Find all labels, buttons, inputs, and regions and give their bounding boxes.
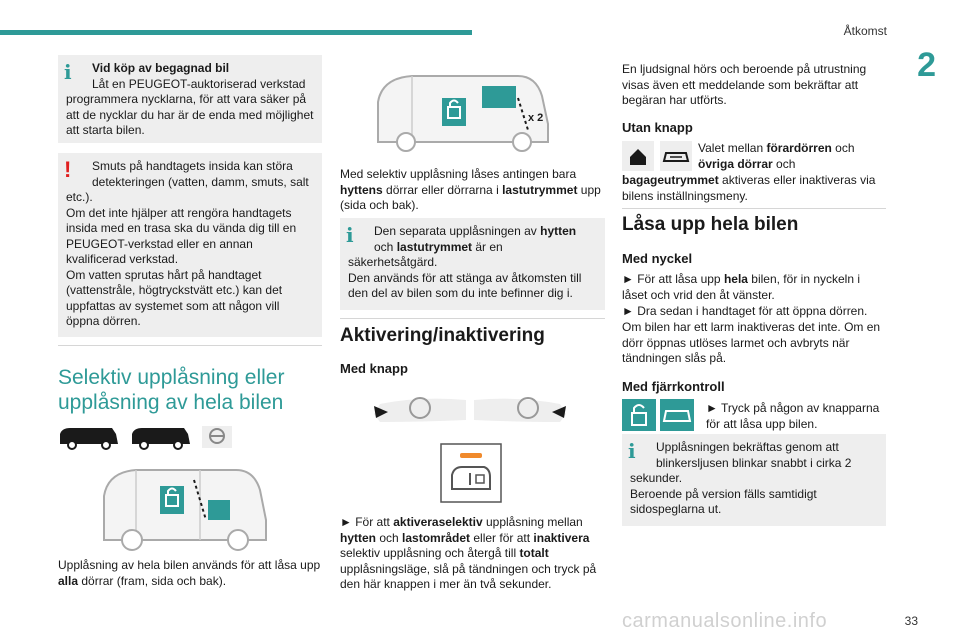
info-box-indicators: i Upplåsningen bekräftas genom att blinkersljusen blinkar snabbt i cirka 2 sekunder. Beroende på version fälls samtidigt sidospeglarna ut. — [622, 434, 886, 526]
info-box-used-car: i Vid köp av begagnad bil Låt en PEUGEOT-auktoriserad verkstad programmera nycklarna, för att vara säker på att de nycklar du har är de enda med möjlighet att starta bilen. — [58, 55, 322, 143]
van-icon — [132, 428, 190, 449]
steering-wheel-icon — [202, 426, 232, 448]
double-press-badge: x 2 — [528, 112, 544, 124]
subheading-remote: Med fjärrkontroll — [622, 379, 725, 394]
divider — [58, 345, 322, 346]
van-mini-icon — [482, 86, 516, 108]
header-accent-bar — [0, 30, 472, 35]
unlock-icon — [622, 399, 656, 431]
remote-step-1: ► Tryck på någon av knapparna — [706, 401, 880, 415]
key-alarm-note: Om bilen har ett larm inaktiveras det inte. Om en dörr öppnas utlöses larmet och avbryts när tändningen slås på. — [622, 320, 881, 365]
info-icon: i — [628, 439, 636, 463]
warning-icon: ! — [64, 157, 72, 182]
remote-step-2: för att låsa upp bilen. — [706, 417, 818, 431]
page-number: 33 — [904, 614, 918, 628]
subheading-with-key: Med nyckel — [622, 251, 693, 266]
paragraph-full-unlock: Upplåsning av hela bilen används för att låsa upp alla dörrar (fram, sida och bak). — [58, 558, 321, 588]
menu-selection-line1: Valet mellan förardörren och — [698, 141, 855, 155]
remote-icons — [622, 399, 698, 431]
menu-selection-rest: bagageutrymmet aktiveras eller inaktiveras via bilens inställningsmeny. — [622, 173, 876, 203]
dashboard-illustration — [370, 392, 570, 432]
paragraph-signal: En ljudsignal hörs och beroende på utrustning visas även ett meddelande som bekräftar att begäran har utförts. — [622, 62, 867, 107]
divider — [622, 208, 886, 209]
divider — [340, 318, 605, 319]
paragraph-button-instructions: ► För att aktiveraselektiv upplåsning mellan hytten och lastområdet eller för att inaktivera selektiv upplåsning och återgå till totalt upplåsningsläge, slå på tändningen och tryck på den här knappen i mer än två sekunder. — [340, 515, 597, 591]
watermark: carmanualsonline.info — [622, 610, 828, 632]
info-box-safety: i Den separata upplåsningen av hytten och lastutrymmet är en säkerhetsåtgärd. Den används för att stänga av åtkomsten till den del av bilen som du inte befinner dig i. — [340, 218, 605, 310]
van-illustration-full-unlock — [96, 460, 276, 554]
van-icons-row — [58, 424, 238, 450]
unlock-icon — [442, 98, 466, 126]
warning-box-handle-dirt: ! Smuts på handtagets insida kan störa detekteringen (vatten, damm, smuts, salt etc.). Om det inte hjälper att rengöra handtagets insida med en trasa ska du vända dig till en PEUGEOT-verkstad eller en annan kvalificerad verkstad. Om vatten sprutas hårt på handtaget (vattenstråle, högtryckstvätt etc.) kan det uppfattas av systemet som att någon vill öppna dörren. — [58, 153, 322, 337]
section-heading-activation: Aktivering/inaktivering — [340, 325, 545, 346]
info-icon: i — [346, 223, 354, 247]
selective-unlock-button — [440, 443, 502, 503]
subheading-without-button: Utan knapp — [622, 120, 693, 135]
van-mini-icon — [208, 500, 230, 520]
section-heading-selective: Selektiv upplåsning eller upplåsning av hela bilen — [58, 366, 285, 414]
paragraph-selective: Med selektiv upplåsning låses antingen bara hyttens dörrar eller dörrarna i lastutrymmet upp (sida och bak). — [340, 167, 601, 212]
unlock-icon — [160, 486, 184, 514]
chapter-number: 2 — [917, 46, 936, 84]
van-icon — [60, 428, 118, 449]
key-step-2: ► Dra sedan i handtaget för att öppna dörren. — [622, 304, 868, 318]
menu-selection-line2: övriga dörrar och — [698, 157, 796, 171]
section-heading-unlock-all: Låsa upp hela bilen — [622, 214, 799, 235]
key-step-1: ► För att låsa upp hela bilen, för in nyckeln i låset och vrid den åt vänster. — [622, 272, 861, 302]
subheading-with-button: Med knapp — [340, 361, 408, 376]
section-title: Åtkomst — [843, 24, 887, 38]
info-icon: i — [64, 60, 72, 84]
menu-icons — [622, 141, 694, 171]
